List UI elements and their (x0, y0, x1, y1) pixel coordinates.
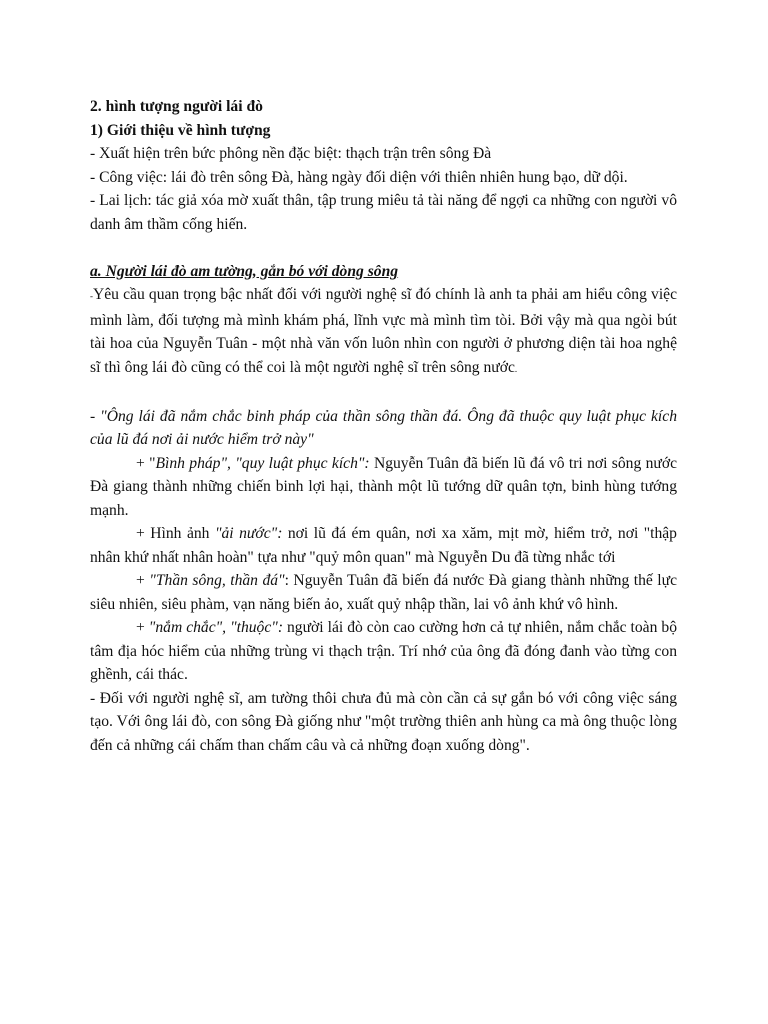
point-prefix: + (136, 619, 149, 636)
point-quote: "Thần sông, thần đá" (149, 572, 285, 589)
point-quote: Bình pháp", "quy luật phục kích": (155, 454, 370, 472)
lead-text: Yêu cầu quan trọng bậc nhất đối với người nghệ sĩ đó chính là anh ta phải am hiểu công việc mình làm, đối tượng mà mình khám phá, lĩnh vực mà mình tìm tòi. Bởi vậy mà qua ngòi bút tài hoa của Nguyễn Tuân - một nhà văn vốn luôn nhìn con người ở phương diện tài hoa nghệ sĩ thì ông lái đò cũng có thể coi là một người nghệ sĩ trên sông nước (90, 286, 677, 376)
section-a-closing-paragraph: - Đối với người nghệ sĩ, am tường thôi chưa đủ mà còn cần cả sự gắn bó với công việc sáng tạo. Với ông lái đò, con sông Đà giống như "một trường thiên anh hùng ca mà ông thuộc lòng đến cả những cái chấm than chấm câu và cả những đoạn xuống dòng". (90, 689, 677, 754)
point-prefix: + (136, 572, 150, 589)
intro-item-background: - Lai lịch: tác giả xóa mờ xuất thân, tập trung miêu tả tài năng để ngợi ca những con người vô danh âm thầm cống hiến. (90, 192, 677, 233)
section-a-heading: a. Người lái đò am tường, gắn bó với dòng sông (90, 262, 399, 280)
analysis-point-nam-chac (90, 616, 677, 687)
intro-item-work: - Công việc: lái đò trên sông Đà, hàng ngày đối diện với thiên nhiên hung bạo, dữ dội. (90, 168, 628, 186)
point-prefix: + " (136, 454, 156, 472)
lead-end: . (514, 363, 518, 374)
analysis-point-binh-phap (90, 452, 677, 523)
page-title: 2. hình tượng người lái đò (90, 98, 263, 115)
lead-dash: - (90, 291, 93, 301)
point-text: Nguyễn Tuân đã biến lũ đá vô tri nơi sông nước Đà giang thành những chiến binh lợi hại, thành một lũ tướng dữ quân tợn, binh hùng tướng mạnh. (90, 454, 677, 519)
analysis-point-ai-nuoc (90, 522, 677, 569)
section-a-quote: - "Ông lái đã nắm chắc binh pháp của thần sông thần đá. Ông đã thuộc quy luật phục kích của lũ đá nơi ải nước hiểm trở này" (90, 407, 677, 448)
subsection-heading: 1) Giới thiệu về hình tượng (90, 121, 271, 139)
document-page (90, 95, 677, 757)
point-prefix: + Hình ảnh (136, 525, 215, 542)
intro-item-setting: - Xuất hiện trên bức phông nền đặc biệt: thạch trận trên sông Đà (90, 145, 492, 162)
point-text: người lái đò còn cao cường hơn cả tự nhiên, nắm chắc toàn bộ tâm địa hóc hiểm của những trùng vi thạch trận. Trí nhớ của ông đã đóng đanh vào từng con ghềnh, cái thác. (90, 619, 677, 683)
point-quote: "ải nước": (214, 525, 283, 542)
point-quote: "nắm chắc", "thuộc": (148, 619, 284, 636)
section-a-lead-paragraph (90, 283, 677, 381)
spacer (90, 381, 677, 405)
point-text: : Nguyễn Tuân đã biến đá nước Đà giang thành những thế lực siêu nhiên, siêu phàm, vạn năng biến ảo, xuất quỷ nhập thần, lai vô ảnh khứ vô hình. (90, 572, 677, 613)
point-text: nơi lũ đá ém quân, nơi xa xăm, mịt mờ, hiểm trở, nơi "thập nhân khứ nhất nhân hoàn" tựa như "quỷ môn quan" mà Nguyễn Du đã từng nhắc tới (90, 525, 677, 566)
spacer (90, 236, 677, 260)
analysis-point-than-song (90, 569, 677, 616)
